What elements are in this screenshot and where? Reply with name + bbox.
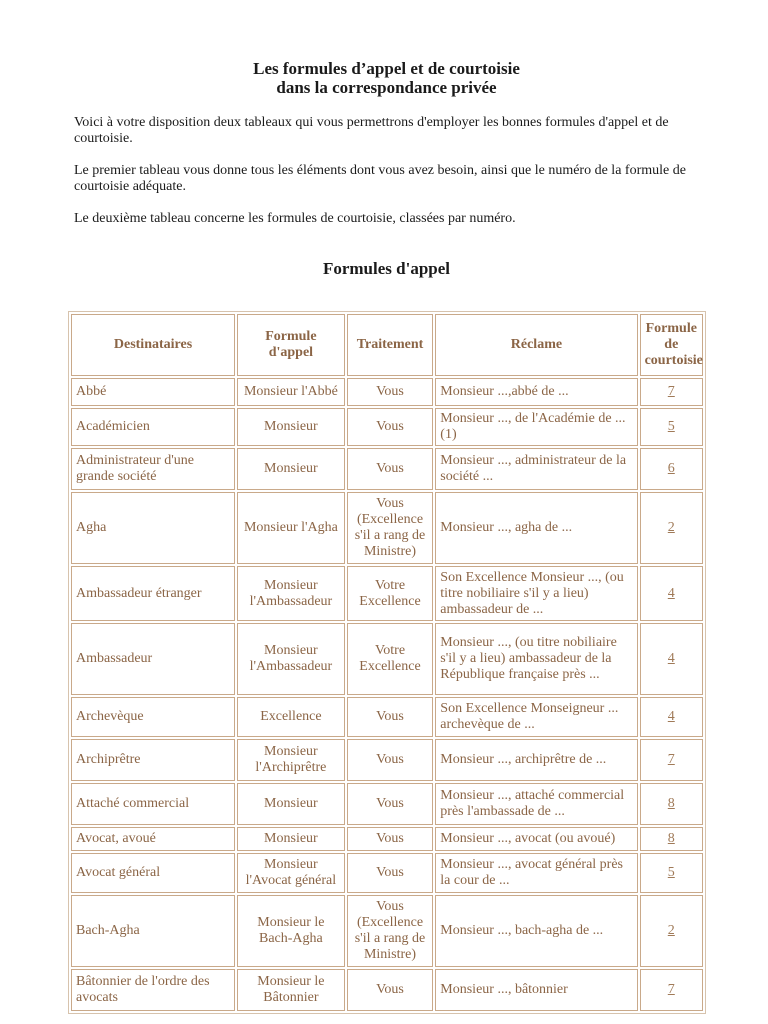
intro-paragraph-2: Le premier tableau vous donne tous les éléments dont vous avez besoin, ainsi que le numéro de la formule de courtoisie adéquate. bbox=[74, 163, 686, 194]
cell-courtoisie bbox=[640, 895, 703, 967]
cell-destinataire: Attaché commercial bbox=[71, 783, 235, 825]
cell-destinataire: Agha bbox=[71, 492, 235, 564]
courtoisie-link[interactable]: 8 bbox=[667, 831, 675, 846]
cell-traitement: Vous bbox=[347, 408, 434, 446]
table-row bbox=[71, 492, 703, 564]
intro-paragraph-3: Le deuxième tableau concerne les formules de courtoisie, classées par numéro. bbox=[74, 211, 516, 226]
cell-traitement: Vous bbox=[347, 853, 434, 893]
table-row bbox=[71, 408, 703, 446]
cell-destinataire: Administrateur d'une grande société bbox=[71, 448, 235, 490]
header-formule-courtoisie: Formule de courtoisie bbox=[640, 314, 703, 376]
cell-formule-appel: Monsieur l'Agha bbox=[237, 492, 345, 564]
header-traitement: Traitement bbox=[347, 314, 434, 376]
courtoisie-link[interactable]: 5 bbox=[667, 419, 675, 434]
cell-traitement: Vous bbox=[347, 969, 434, 1011]
cell-courtoisie bbox=[640, 378, 703, 406]
cell-courtoisie bbox=[640, 492, 703, 564]
table-header-row bbox=[71, 314, 703, 376]
cell-courtoisie bbox=[640, 853, 703, 893]
header-reclame: Réclame bbox=[435, 314, 637, 376]
cell-reclame: Monsieur ..., avocat (ou avoué) bbox=[435, 827, 637, 851]
cell-reclame: Monsieur ..., avocat général près la cour de ... bbox=[435, 853, 637, 893]
cell-destinataire: Académicien bbox=[71, 408, 235, 446]
cell-formule-appel: Monsieur l'Archiprêtre bbox=[237, 739, 345, 781]
page-title bbox=[0, 59, 768, 97]
cell-traitement: Vous bbox=[347, 448, 434, 490]
table-row bbox=[71, 378, 703, 406]
cell-courtoisie bbox=[640, 623, 703, 695]
courtoisie-link[interactable]: 2 bbox=[667, 923, 675, 938]
cell-traitement: Vous (Excellence s'il a rang de Ministre) bbox=[347, 492, 434, 564]
cell-reclame: Monsieur ..., agha de ... bbox=[435, 492, 637, 564]
courtoisie-link[interactable]: 7 bbox=[667, 982, 675, 997]
table-row bbox=[71, 448, 703, 490]
table-row bbox=[71, 697, 703, 737]
courtoisie-link[interactable]: 4 bbox=[667, 709, 675, 724]
courtoisie-link[interactable]: 4 bbox=[667, 585, 675, 601]
courtoisie-link[interactable]: 8 bbox=[667, 796, 675, 811]
cell-formule-appel: Monsieur l'Abbé bbox=[237, 378, 345, 406]
intro-paragraph-1: Voici à votre disposition deux tableaux qui vous permettrons d'employer les bonnes formules d'appel et de courtoisie. bbox=[74, 115, 669, 146]
cell-formule-appel: Monsieur l'Avocat général bbox=[237, 853, 345, 893]
courtoisie-link[interactable]: 7 bbox=[667, 384, 675, 399]
cell-formule-appel: Monsieur bbox=[237, 408, 345, 446]
header-formule-appel: Formule d'appel bbox=[237, 314, 345, 376]
cell-formule-appel: Monsieur bbox=[237, 448, 345, 490]
cell-courtoisie bbox=[640, 969, 703, 1011]
cell-traitement: Vous bbox=[347, 739, 434, 781]
cell-destinataire: Avocat, avoué bbox=[71, 827, 235, 851]
page-title-line1: Les formules d’appel et de courtoisie bbox=[253, 59, 520, 78]
section-title: Formules d'appel bbox=[322, 259, 451, 278]
cell-reclame: Monsieur ..., (ou titre nobiliaire s'il y a lieu) ambassadeur de la République française près ... bbox=[435, 623, 637, 695]
cell-courtoisie bbox=[640, 697, 703, 737]
cell-courtoisie bbox=[640, 739, 703, 781]
cell-reclame: Monsieur ..., de l'Académie de ...(1) bbox=[435, 408, 637, 446]
courtoisie-link[interactable]: 6 bbox=[667, 461, 675, 476]
courtoisie-link[interactable]: 5 bbox=[667, 865, 675, 880]
courtoisie-link[interactable]: 7 bbox=[667, 752, 675, 767]
cell-reclame: Son Excellence Monseigneur ... archevèque de ... bbox=[435, 697, 637, 737]
cell-destinataire: Bach-Agha bbox=[71, 895, 235, 967]
cell-traitement: Vous bbox=[347, 378, 434, 406]
cell-destinataire: Archevèque bbox=[71, 697, 235, 737]
page-title-line2: dans la correspondance privée bbox=[276, 78, 497, 97]
header-destinataires: Destinataires bbox=[71, 314, 235, 376]
cell-formule-appel: Monsieur le Bach-Agha bbox=[237, 895, 345, 967]
courtoisie-link[interactable]: 4 bbox=[667, 651, 675, 666]
cell-formule-appel: Monsieur l'Ambassadeur bbox=[237, 566, 345, 621]
cell-formule-appel: Monsieur bbox=[237, 827, 345, 851]
courtoisie-link[interactable]: 2 bbox=[667, 520, 675, 535]
table-row bbox=[71, 969, 703, 1011]
table-row bbox=[71, 739, 703, 781]
cell-courtoisie bbox=[640, 783, 703, 825]
cell-courtoisie bbox=[640, 566, 703, 621]
table-row bbox=[71, 783, 703, 825]
cell-destinataire: Bâtonnier de l'ordre des avocats bbox=[71, 969, 235, 1011]
cell-traitement: Vous (Excellence s'il a rang de Ministre) bbox=[347, 895, 434, 967]
cell-courtoisie bbox=[640, 408, 703, 446]
cell-traitement: Votre Excellence bbox=[347, 566, 434, 621]
cell-reclame: Monsieur ..., bach-agha de ... bbox=[435, 895, 637, 967]
cell-courtoisie bbox=[640, 448, 703, 490]
table-row bbox=[71, 623, 703, 695]
cell-traitement: Vous bbox=[347, 697, 434, 737]
cell-formule-appel: Monsieur le Bâtonnier bbox=[237, 969, 345, 1011]
cell-destinataire: Ambassadeur étranger bbox=[71, 566, 235, 621]
cell-traitement: Vous bbox=[347, 783, 434, 825]
cell-destinataire: Archiprêtre bbox=[71, 739, 235, 781]
cell-reclame: Monsieur ..., administrateur de la société ... bbox=[435, 448, 637, 490]
table-row bbox=[71, 566, 703, 621]
table-row bbox=[71, 827, 703, 851]
cell-destinataire: Avocat général bbox=[71, 853, 235, 893]
cell-traitement: Vous bbox=[347, 827, 434, 851]
cell-destinataire: Ambassadeur bbox=[71, 623, 235, 695]
cell-reclame: Monsieur ..., bâtonnier bbox=[435, 969, 637, 1011]
cell-traitement: Votre Excellence bbox=[347, 623, 434, 695]
formules-appel-table bbox=[68, 311, 706, 1014]
cell-courtoisie bbox=[640, 827, 703, 851]
cell-reclame: Monsieur ...,abbé de ... bbox=[435, 378, 637, 406]
cell-reclame: Monsieur ..., attaché commercial près l'ambassade de ... bbox=[435, 783, 637, 825]
cell-destinataire: Abbé bbox=[71, 378, 235, 406]
cell-reclame: Monsieur ..., archiprêtre de ... bbox=[435, 739, 637, 781]
cell-formule-appel: Monsieur l'Ambassadeur bbox=[237, 623, 345, 695]
cell-formule-appel: Excellence bbox=[237, 697, 345, 737]
cell-reclame: Son Excellence Monsieur ..., (ou titre nobiliaire s'il y a lieu) ambassadeur de ... bbox=[435, 566, 637, 621]
table-row bbox=[71, 853, 703, 893]
cell-formule-appel: Monsieur bbox=[237, 783, 345, 825]
table-row bbox=[71, 895, 703, 967]
